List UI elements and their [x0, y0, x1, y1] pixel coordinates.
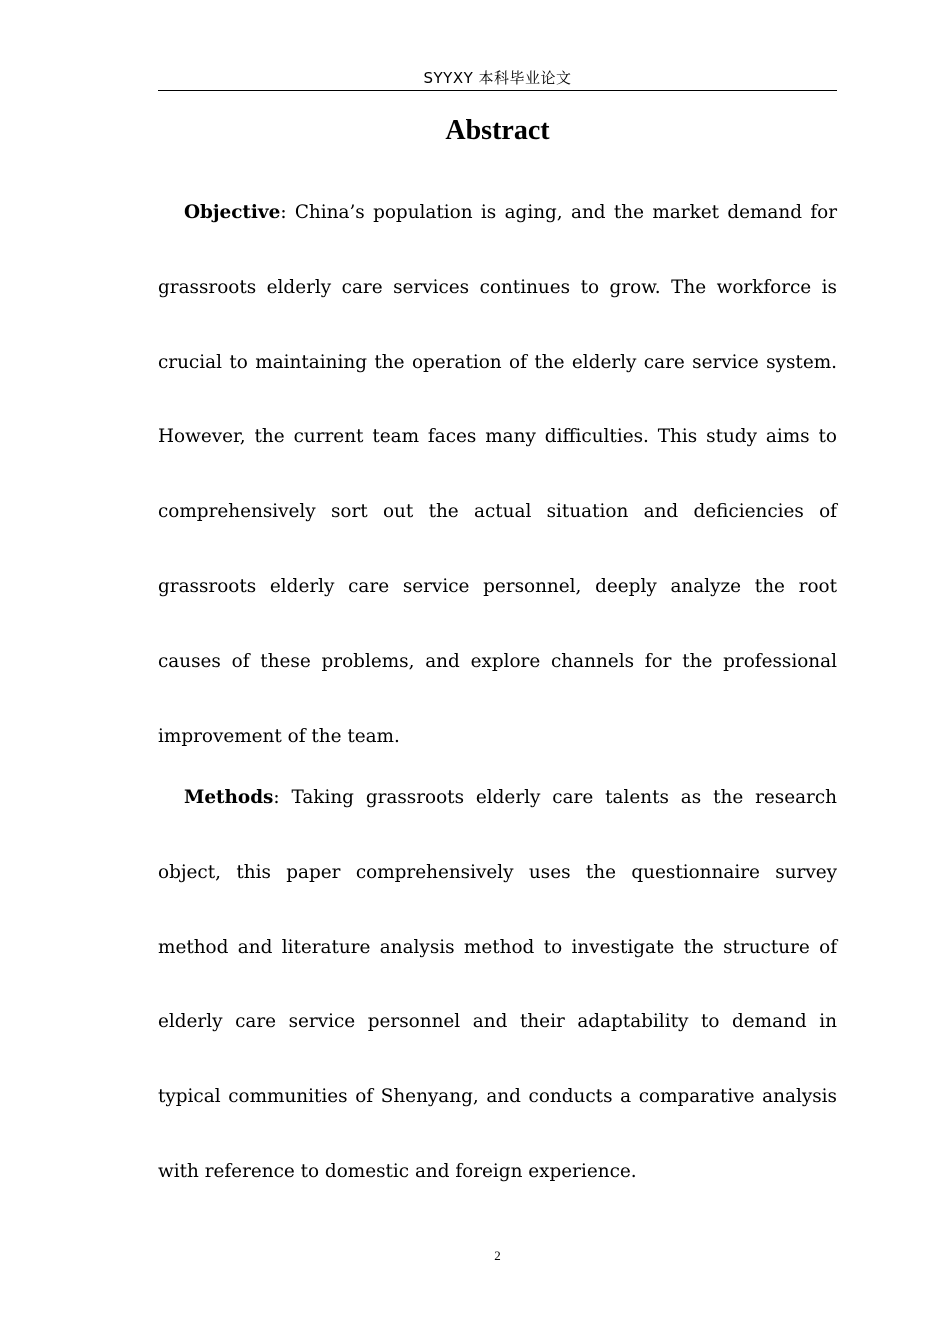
- methods-text: Taking grassroots elderly care talents as the research object, this paper comprehensively uses the questionnaire survey method and literature analysis method to investigate the structure of elderly care service personnel and their adaptability to demand in typical communities of Shenyang, and conducts a comparative analysis with reference to domestic and foreign experience.: [158, 787, 837, 1182]
- objective-paragraph: [158, 176, 837, 774]
- methods-paragraph: [158, 761, 837, 1210]
- page-number: 2: [494, 1248, 501, 1263]
- objective-text: China’s population is aging, and the market demand for grassroots elderly care services continues to grow. The workforce is crucial to maintaining the operation of the elderly care service system. However, the current team faces many difficulties. This study aims to comprehensively sort out the actual situation and deficiencies of grassroots elderly care service personnel, deeply analyze the root causes of these problems, and explore channels for the professional improvement of the team.: [158, 202, 838, 747]
- running-header: SYYXY 本科毕业论文: [423, 69, 572, 87]
- objective-label: Objective: [184, 202, 281, 223]
- methods-label: Methods: [184, 787, 274, 808]
- abstract-title: Abstract: [445, 115, 550, 146]
- objective-separator: :: [280, 202, 295, 223]
- header-rule: [158, 90, 837, 91]
- methods-separator: :: [273, 787, 292, 808]
